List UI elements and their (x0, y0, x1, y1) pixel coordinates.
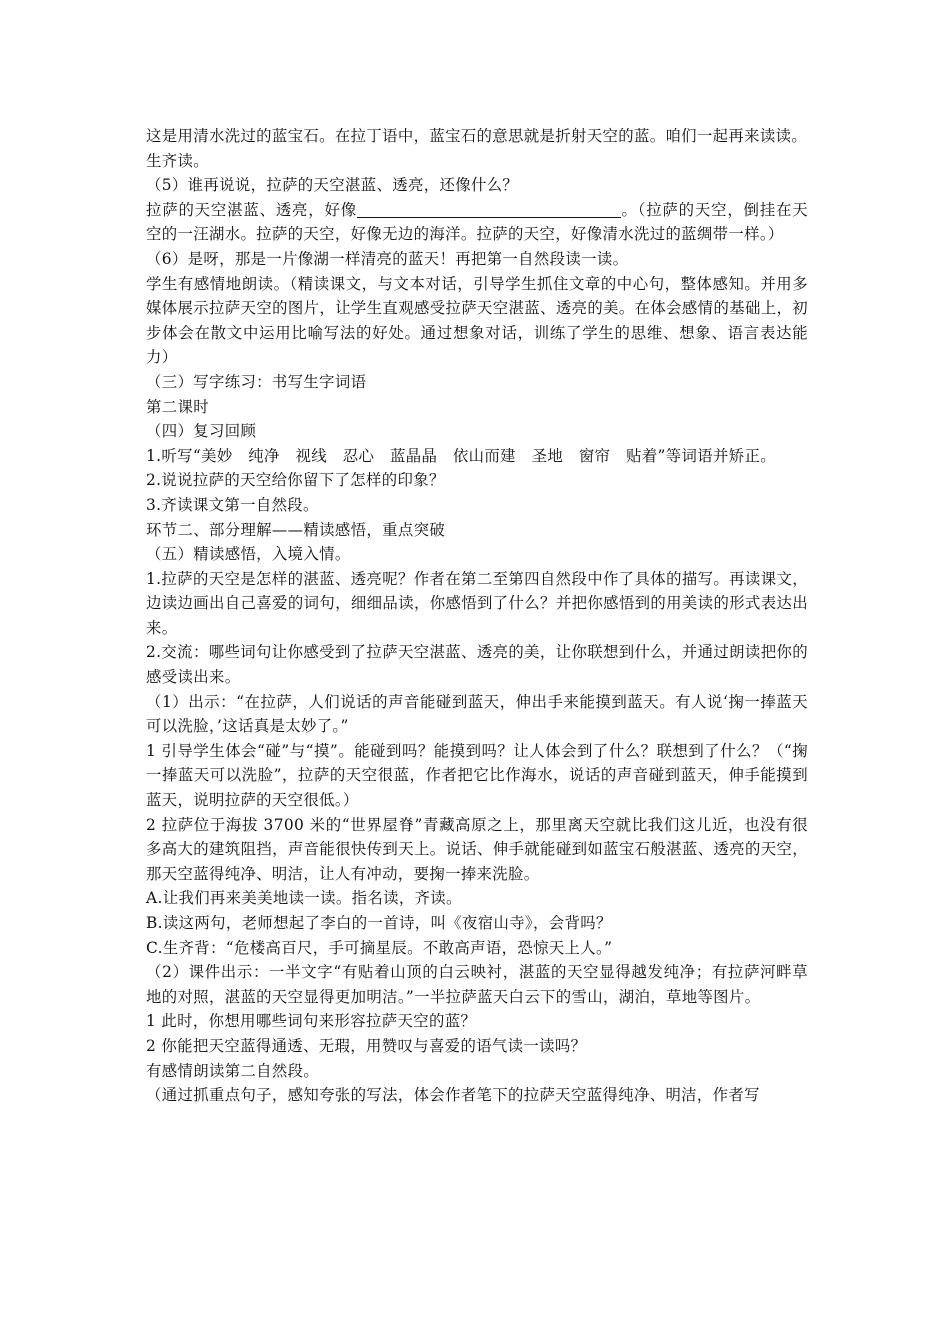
blank-line (357, 201, 621, 218)
paragraph: 有感情朗读第二自然段。 (146, 1061, 320, 1080)
paragraph: 2.说说拉萨的天空给你留下了怎样的印象？ (146, 471, 445, 490)
section-heading: 环节二、部分理解——精读感悟，重点突破 (146, 520, 446, 539)
paragraph: 2.交流：哪些词句让你感受到了拉萨天空湛蓝、透亮的美，让你联想到什么，并通过朗读把你的感受读出来。 (146, 643, 808, 687)
fill-blank-prefix: 拉萨的天空湛蓝、透亮，好像 (146, 200, 357, 219)
paragraph: C.生齐背：“危楼高百尺，手可摘星辰。不敢高声语，恐惊天上人。” (146, 938, 613, 957)
paragraph: （2）课件出示：一半文字“有贴着山顶的白云映衬，湛蓝的天空显得越发纯净；有拉萨河畔草地的对照，湛蓝的天空显得更加明洁。”一半拉萨蓝天白云下的雪山，湖泊，草地等图片。 (146, 963, 808, 1006)
paragraph: 学生有感情地朗读。（精读课文，与文本对话，引导学生抓住文章的中心句，整体感知。并用多媒体展示拉萨天空的图片，让学生直观感受拉萨天空湛蓝、透亮的美。在体会感情的基础上，初步体会在散文中运用比喻写法的好处。通过想象对话，训练了学生的思维、想象、语言表达能力） (146, 274, 808, 367)
paragraph: （6）是呀，那是一片像湖一样清亮的蓝天！再把第一自然段读一读。 (146, 249, 629, 268)
paragraph: 生齐读。 (146, 151, 209, 170)
fill-blank-suffix: 。（拉萨的天空，倒挂在天空的一汪湖水。拉萨的天空，好像无边的海洋。拉萨的天空，好像清水洗过的蓝绸带一样。） (146, 200, 808, 244)
paragraph: 这是用清水洗过的蓝宝石。在拉丁语中，蓝宝石的意思就是折射天空的蓝。咱们一起再来读读。 (146, 127, 808, 145)
section-heading: （四）复习回顾 (146, 422, 257, 441)
section-heading: （三）写字练习：书写生字词语 (146, 372, 367, 391)
paragraph: 1.拉萨的天空是怎样的湛蓝、透亮呢？作者在第二至第四自然段中作了具体的描写。再读课文，边读边画出自己喜爱的词句，细细品读，你感悟到了什么？并把你感悟到的用美读的形式表达出来。 (146, 569, 808, 637)
section-heading: （五）精读感悟，入境入情。 (146, 545, 351, 564)
section-heading: 第二课时 (146, 397, 209, 416)
paragraph: 3.齐读课文第一自然段。 (146, 495, 319, 514)
paragraph: （通过抓重点句子，感知夸张的写法，体会作者笔下的拉萨天空蓝得纯净、明洁，作者写 (146, 1086, 760, 1105)
paragraph: 2 你能把天空蓝得通透、无瑕，用赞叹与喜爱的语气读一读吗？ (146, 1036, 587, 1055)
paragraph: B.读这两句，老师想起了李白的一首诗，叫《夜宿山寺》，会背吗？ (146, 914, 612, 932)
document-body (146, 124, 808, 1108)
paragraph: A.让我们再来美美地读一读。指名读，齐读。 (146, 889, 462, 908)
fill-blank-paragraph (146, 198, 808, 247)
paragraph: 1 引导学生体会“碰”与“摸”。能碰到吗？能摸到吗？让人体会到了什么？联想到了什么？（“掬一捧蓝天可以洗脸”，拉萨的天空很蓝，作者把它比作海水，说话的声音碰到蓝天，伸手能摸到蓝天，说明拉萨的天空很低。） (146, 741, 808, 810)
paragraph: （5）谁再说说，拉萨的天空湛蓝、透亮，还像什么？ (146, 176, 519, 195)
paragraph: （1）出示：“在拉萨，人们说话的声音能碰到蓝天，伸出手来能摸到蓝天。有人说‘掬一捧蓝天可以洗脸，’这话真是太妙了。” (146, 692, 808, 736)
paragraph: 2 拉萨位于海拔 3700 米的“世界屋脊”青藏高原之上，那里离天空就比我们这儿近，也没有很多高大的建筑阻挡，声音能很快传到天上。说话、伸手就能碰到如蓝宝石般湛蓝、透亮的天空，那天空蓝得纯净、明洁，让人有冲动，要掬一捧来洗脸。 (146, 815, 808, 883)
paragraph: 1 此时，你想用哪些词句来形容拉萨天空的蓝？ (146, 1012, 477, 1031)
paragraph: 1.听写“美妙 纯净 视线 忍心 蓝晶晶 依山而建 圣地 窗帘 贴着”等词语并矫正。 (146, 446, 776, 465)
